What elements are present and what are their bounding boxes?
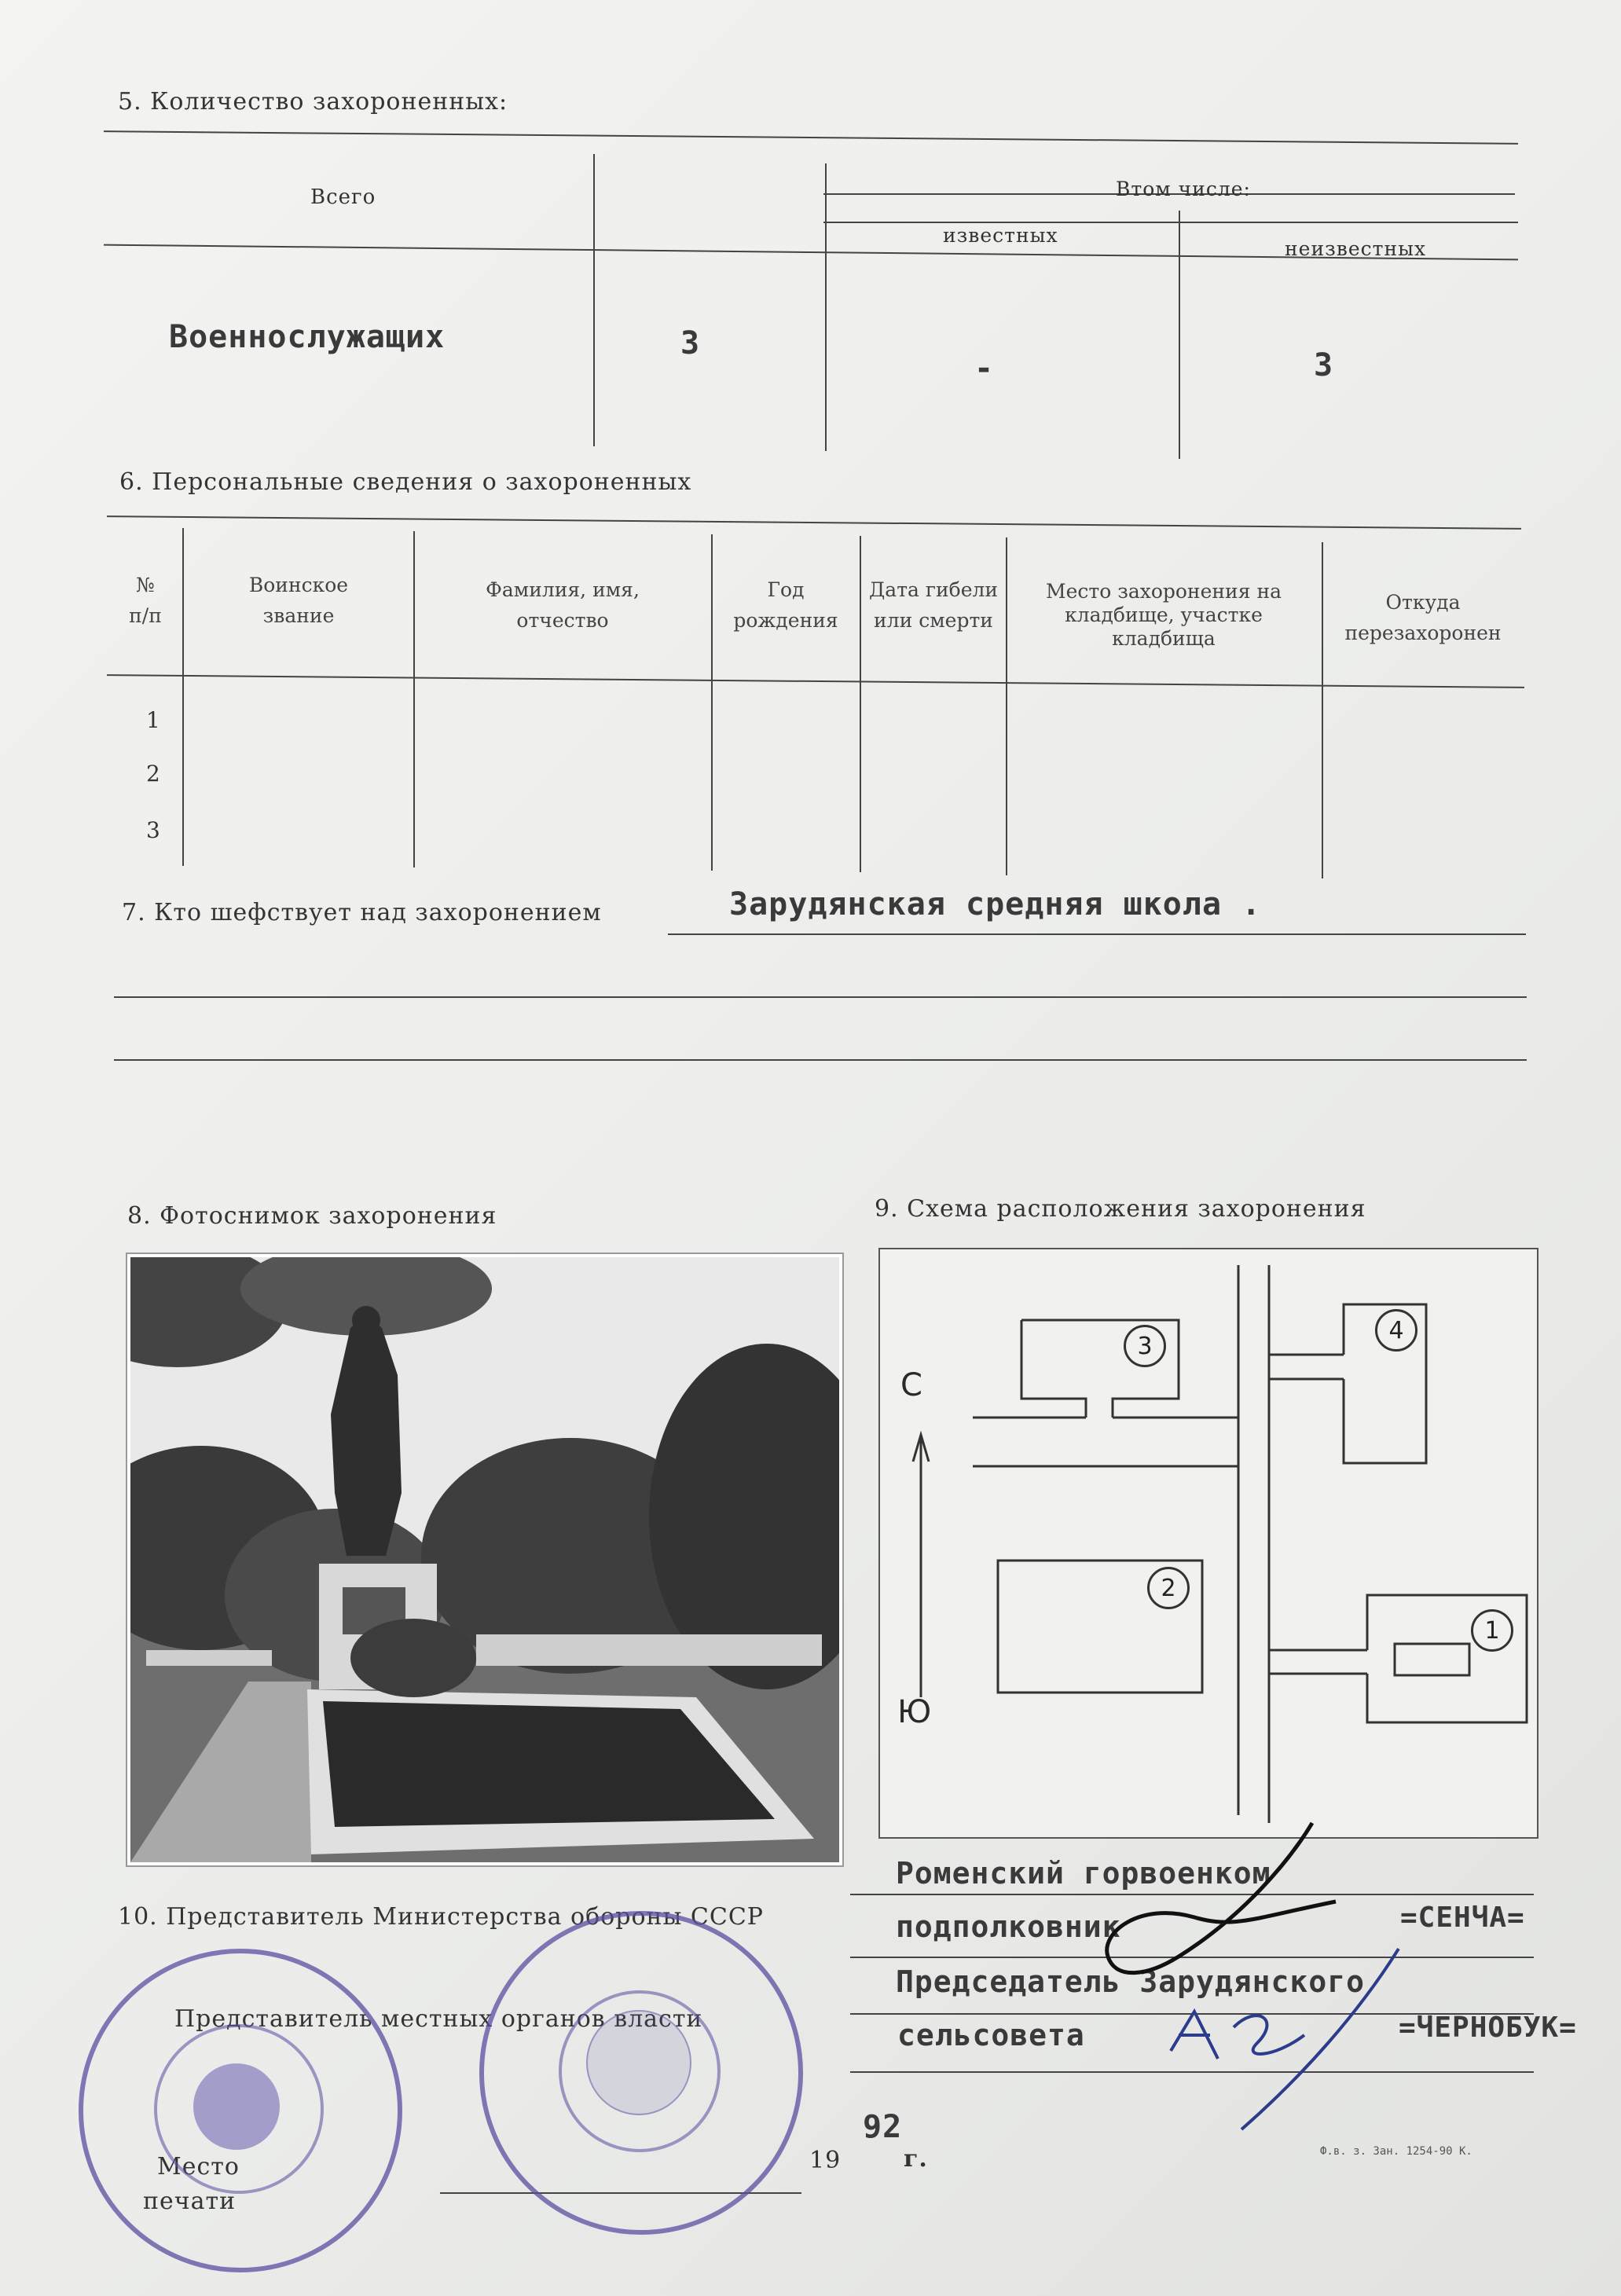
- table6-row-1: 1: [146, 707, 160, 733]
- table5-unknown-value: 3: [1314, 347, 1334, 383]
- table5-col-including: Втом числе:: [1116, 178, 1251, 200]
- table5-col-unknown: неизвестных: [1285, 237, 1427, 260]
- table6-head-death-l1: Дата гибели: [868, 578, 999, 602]
- year-unit: г.: [904, 2145, 928, 2173]
- table6-head-from-l1: Откуда: [1385, 591, 1461, 614]
- typed-line2-right: =СЕНЧА=: [1400, 1902, 1525, 1934]
- year-suffix: 92: [863, 2109, 903, 2145]
- section7-value: Зарудянская средняя школа .: [729, 886, 1262, 922]
- section10-title: 10. Представитель Министерства обороны СССР: [118, 1903, 764, 1931]
- table5-col-known: известных: [943, 224, 1058, 247]
- table5-vline3: [1179, 211, 1180, 459]
- table6-head-rank-l1: Воинское: [248, 574, 349, 597]
- table6-top-line: [107, 515, 1521, 530]
- table6-vline4: [860, 536, 861, 872]
- table6-head-year-l2: рождения: [733, 609, 838, 632]
- burial-photo: [127, 1254, 842, 1865]
- typed-line4-right: =ЧЕРНОБУК=: [1399, 2012, 1577, 2044]
- table6-head-number-l1: №: [136, 574, 155, 597]
- scheme-marker-2: 2: [1147, 1567, 1190, 1609]
- table6-head-place: [1009, 564, 1318, 666]
- scheme-south-label: Ю: [897, 1694, 932, 1730]
- table6-row-2: 2: [146, 761, 160, 787]
- table5-vline2: [825, 163, 827, 451]
- print-note: Ф.в. з. Зан. 1254-90 К.: [1320, 2145, 1472, 2158]
- table6-vline6: [1322, 542, 1323, 878]
- section9-title: 9. Схема расположения захоронения: [875, 1195, 1366, 1223]
- section8-title: 8. Фотоснимок захоронения: [127, 1202, 497, 1230]
- table6-head-year-l1: Год: [767, 578, 805, 602]
- scheme-marker-3: 3: [1124, 1325, 1166, 1367]
- section7-line1: [668, 933, 1526, 935]
- table6-vline2: [413, 531, 415, 867]
- stamp-place-line2: печати: [143, 2188, 237, 2215]
- scheme-lines: [880, 1249, 1537, 1837]
- table6-head-place-l1: Место захоронения на: [1045, 580, 1282, 603]
- section7-line3: [114, 1059, 1527, 1061]
- table6-head-death: [863, 555, 1004, 657]
- table5-col-total: Всего: [310, 185, 376, 209]
- table5-vline1: [593, 154, 595, 446]
- table6-head-from-l2: перезахоронен: [1344, 622, 1502, 644]
- burial-scheme: [878, 1248, 1538, 1839]
- table6-head-name-l1: Фамилия, имя,: [486, 578, 640, 602]
- scheme-north-label: С: [900, 1367, 922, 1403]
- table6-row-3: 3: [146, 817, 160, 843]
- table5-known-value: -: [974, 350, 995, 387]
- table6-head-death-l2: или смерти: [874, 609, 993, 632]
- table6-vline3: [711, 534, 713, 871]
- typed-line3: Председатель Зарудянского: [896, 1964, 1365, 1999]
- table6-head-name-l2: отчество: [516, 609, 609, 632]
- chairman-signature: [1163, 1941, 1414, 2137]
- table6-head-place-l2: кладбище, участке: [1065, 603, 1263, 626]
- table6-head-number: [110, 550, 181, 652]
- coat-of-arms-icon: [193, 2063, 280, 2150]
- village-council-stamp: [79, 1949, 402, 2272]
- table6-head-year: [714, 555, 857, 657]
- table5-row-label: Военнослужащих: [169, 319, 446, 355]
- section6-title: 6. Персональные сведения о захороненных: [119, 468, 692, 496]
- emblem-icon: [586, 2010, 691, 2115]
- table6-head-rank-l2: звание: [262, 604, 335, 627]
- military-commissariat-stamp: [479, 1911, 803, 2235]
- table5-sub-line2: [823, 222, 1518, 223]
- burial-photo-image: [130, 1257, 839, 1862]
- table5-top-line: [104, 130, 1518, 145]
- section7-line2: [114, 996, 1527, 998]
- table5-total-value: 3: [680, 325, 701, 361]
- typed-line2-left: подполковник: [896, 1909, 1121, 1944]
- table6-head-number-l2: п/п: [129, 604, 162, 627]
- typed-line1: Роменский горвоенком: [896, 1856, 1271, 1891]
- table6-vline5: [1006, 537, 1007, 875]
- section7-title: 7. Кто шефствует над захоронением: [122, 899, 602, 926]
- table6-header-line: [107, 674, 1524, 688]
- year-prefix: 19: [809, 2147, 842, 2174]
- section10-subtitle: Представитель местных органов власти: [174, 2005, 703, 2033]
- scheme-marker-1: 1: [1471, 1609, 1513, 1652]
- section5-title: 5. Количество захороненных:: [118, 88, 508, 116]
- table6-head-place-l3: кладбища: [1112, 627, 1216, 650]
- table6-head-from: [1325, 567, 1521, 669]
- stamp-place-line1: Место: [157, 2153, 240, 2180]
- typed-line4-left: сельсовета: [897, 2018, 1085, 2052]
- table6-head-name: [416, 555, 709, 657]
- table6-head-rank: [185, 550, 412, 652]
- scheme-marker-4: 4: [1375, 1309, 1417, 1352]
- table6-vline1: [182, 528, 184, 866]
